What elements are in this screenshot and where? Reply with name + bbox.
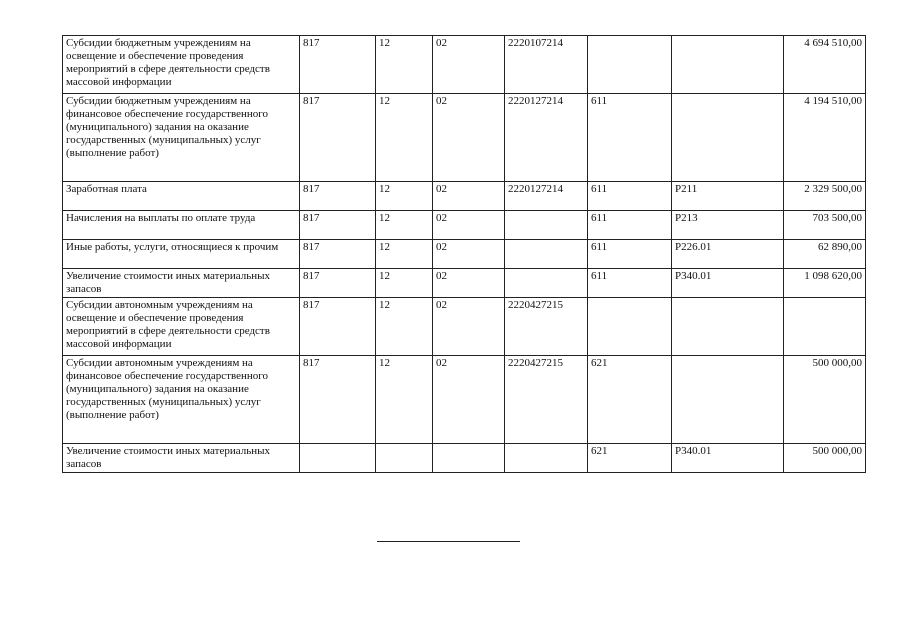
row-amount-cell — [784, 298, 866, 356]
row-amount-cell: 500 000,00 — [784, 444, 866, 473]
row-amount-cell: 4 694 510,00 — [784, 36, 866, 94]
row-subsection-cell — [433, 444, 505, 473]
row-subsection-cell: 02 — [433, 298, 505, 356]
row-target-article-cell — [505, 240, 588, 269]
table-row — [63, 182, 866, 211]
row-kosgu-cell: Р211 — [672, 182, 784, 211]
table-body — [63, 36, 866, 473]
row-amount-cell: 4 194 510,00 — [784, 94, 866, 182]
row-kosgu-cell: Р213 — [672, 211, 784, 240]
row-name-cell: Заработная плата — [63, 182, 300, 211]
row-expense-type-cell: 611 — [588, 269, 672, 298]
table-row — [63, 36, 866, 94]
row-subsection-cell: 02 — [433, 182, 505, 211]
row-target-article-cell: 2220127214 — [505, 94, 588, 182]
row-name-cell: Увеличение стоимости иных материальных запасов — [63, 444, 300, 473]
row-expense-type-cell: 621 — [588, 444, 672, 473]
row-expense-type-cell: 611 — [588, 240, 672, 269]
row-subsection-cell: 02 — [433, 94, 505, 182]
row-ved-cell: 817 — [300, 356, 376, 444]
row-target-article-cell — [505, 211, 588, 240]
row-target-article-cell: 2220427215 — [505, 298, 588, 356]
row-expense-type-cell: 611 — [588, 94, 672, 182]
row-expense-type-cell: 611 — [588, 211, 672, 240]
budget-table — [62, 35, 866, 473]
row-name-cell: Увеличение стоимости иных материальных запасов — [63, 269, 300, 298]
row-amount-cell: 1 098 620,00 — [784, 269, 866, 298]
row-ved-cell: 817 — [300, 36, 376, 94]
row-ved-cell: 817 — [300, 298, 376, 356]
row-name-cell: Иные работы, услуги, относящиеся к прочим — [63, 240, 300, 269]
row-ved-cell: 817 — [300, 182, 376, 211]
row-kosgu-cell — [672, 356, 784, 444]
row-kosgu-cell — [672, 94, 784, 182]
table-row — [63, 211, 866, 240]
row-expense-type-cell: 611 — [588, 182, 672, 211]
row-amount-cell: 703 500,00 — [784, 211, 866, 240]
row-target-article-cell: 2220427215 — [505, 356, 588, 444]
row-name-cell: Субсидии бюджетным учреждениям на освещение и обеспечение проведения мероприятий в сфере деятельности средств массовой информации — [63, 36, 300, 94]
row-amount-cell: 500 000,00 — [784, 356, 866, 444]
row-section-cell — [376, 444, 433, 473]
row-name-cell: Начисления на выплаты по оплате труда — [63, 211, 300, 240]
row-subsection-cell: 02 — [433, 36, 505, 94]
table-row — [63, 298, 866, 356]
row-kosgu-cell: Р340.01 — [672, 444, 784, 473]
row-kosgu-cell: Р226.01 — [672, 240, 784, 269]
row-subsection-cell: 02 — [433, 211, 505, 240]
table-row — [63, 356, 866, 444]
row-ved-cell: 817 — [300, 240, 376, 269]
row-section-cell: 12 — [376, 36, 433, 94]
row-amount-cell: 2 329 500,00 — [784, 182, 866, 211]
row-target-article-cell — [505, 444, 588, 473]
row-section-cell: 12 — [376, 211, 433, 240]
row-ved-cell: 817 — [300, 94, 376, 182]
row-subsection-cell: 02 — [433, 240, 505, 269]
table-row — [63, 94, 866, 182]
row-kosgu-cell: Р340.01 — [672, 269, 784, 298]
row-ved-cell: 817 — [300, 211, 376, 240]
separator-line — [377, 541, 520, 542]
row-subsection-cell: 02 — [433, 356, 505, 444]
row-section-cell: 12 — [376, 269, 433, 298]
row-section-cell: 12 — [376, 182, 433, 211]
row-section-cell: 12 — [376, 240, 433, 269]
row-section-cell: 12 — [376, 298, 433, 356]
row-ved-cell — [300, 444, 376, 473]
row-target-article-cell — [505, 269, 588, 298]
row-kosgu-cell — [672, 298, 784, 356]
row-name-cell: Субсидии бюджетным учреждениям на финансовое обеспечение государственного (муниципального) задания на оказание государственных (муниципальных) услуг (выполнение работ) — [63, 94, 300, 182]
row-amount-cell: 62 890,00 — [784, 240, 866, 269]
row-expense-type-cell — [588, 36, 672, 94]
row-name-cell: Субсидии автономным учреждениям на освещение и обеспечение проведения мероприятий в сфере деятельности средств массовой информации — [63, 298, 300, 356]
row-section-cell: 12 — [376, 94, 433, 182]
row-ved-cell: 817 — [300, 269, 376, 298]
row-expense-type-cell — [588, 298, 672, 356]
table-row — [63, 269, 866, 298]
row-name-cell: Субсидии автономным учреждениям на финансовое обеспечение государственного (муниципального) задания на оказание государственных (муниципальных) услуг (выполнение работ) — [63, 356, 300, 444]
table-row — [63, 240, 866, 269]
row-target-article-cell: 2220127214 — [505, 182, 588, 211]
row-subsection-cell: 02 — [433, 269, 505, 298]
row-target-article-cell: 2220107214 — [505, 36, 588, 94]
row-section-cell: 12 — [376, 356, 433, 444]
table-row — [63, 444, 866, 473]
row-expense-type-cell: 621 — [588, 356, 672, 444]
row-kosgu-cell — [672, 36, 784, 94]
